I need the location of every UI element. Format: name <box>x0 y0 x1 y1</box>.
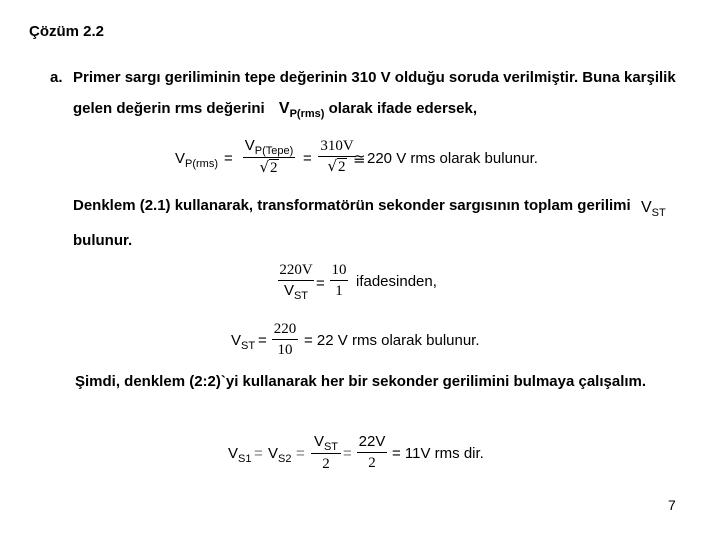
slide: Çözüm 2.2 a. Primer sargı geriliminin tepe değerinin 310 V olduğu soruda verilmiştir. Buna karşilik gelen değerin rms değerini $V_{P(rms)}$ olarak ifade edersek, $V_{P(rms)}$ = $V_{P(Tepe)}$ √ 2 = 310V √ 2 ≅ 220 V rms olarak bulunur. Denklem (2.1) kullanarak, transformatörün sekonder sargısının toplam gerilimi $V_{ST}$ bulunur. 220V $V_{ST}$ = 10 1 ifadesinden, $V_{ST}$ = 220 10 = 22 V rms olarak bulunur. Şimdi, denklem (2:2)`yi kullanarak her bir sekonder gerilimini bulmaya çalışalım. $V_{S1}$ = $V_{S2}$ = $V_{ST}$ 2 = 22V 2 = 11V rms dir. 7 <box>29 23 676 513</box>
fraction: 22V 2 <box>358 433 386 471</box>
item-label: a. <box>50 69 63 86</box>
fraction: $V_{ST}$ 2 <box>311 433 341 473</box>
paragraph-line: bulunur. <box>73 232 133 249</box>
variable-vst: $V_{ST}$ <box>641 199 666 219</box>
page-number: 7 <box>668 497 676 513</box>
page-title: Çözüm 2.2 <box>29 23 105 40</box>
paragraph-line: Primer sargı geriliminin tepe değerinin 310 V olduğu soruda verilmiştir. Buna karşilik <box>73 69 676 86</box>
paragraph-line: Denklem (2.1) kullanarak, transformatörün sekonder sargısının toplam gerilimi <box>73 197 631 214</box>
paragraph-line: gelen değerin rms değerini $V_{P(rms)}$ olarak ifade edersek, <box>73 100 477 120</box>
fraction: $V_{P(Tepe)}$ √ 2 <box>244 137 294 176</box>
fraction: 310V √ 2 <box>318 137 356 176</box>
fraction: 10 1 <box>331 262 347 299</box>
fraction: 220V $V_{ST}$ <box>279 262 313 302</box>
paragraph-line: Şimdi, denklem (2:2)`yi kullanarak her bir sekonder gerilimini bulmaya çalışalım. <box>75 373 647 390</box>
fraction: 220 10 <box>273 321 297 358</box>
